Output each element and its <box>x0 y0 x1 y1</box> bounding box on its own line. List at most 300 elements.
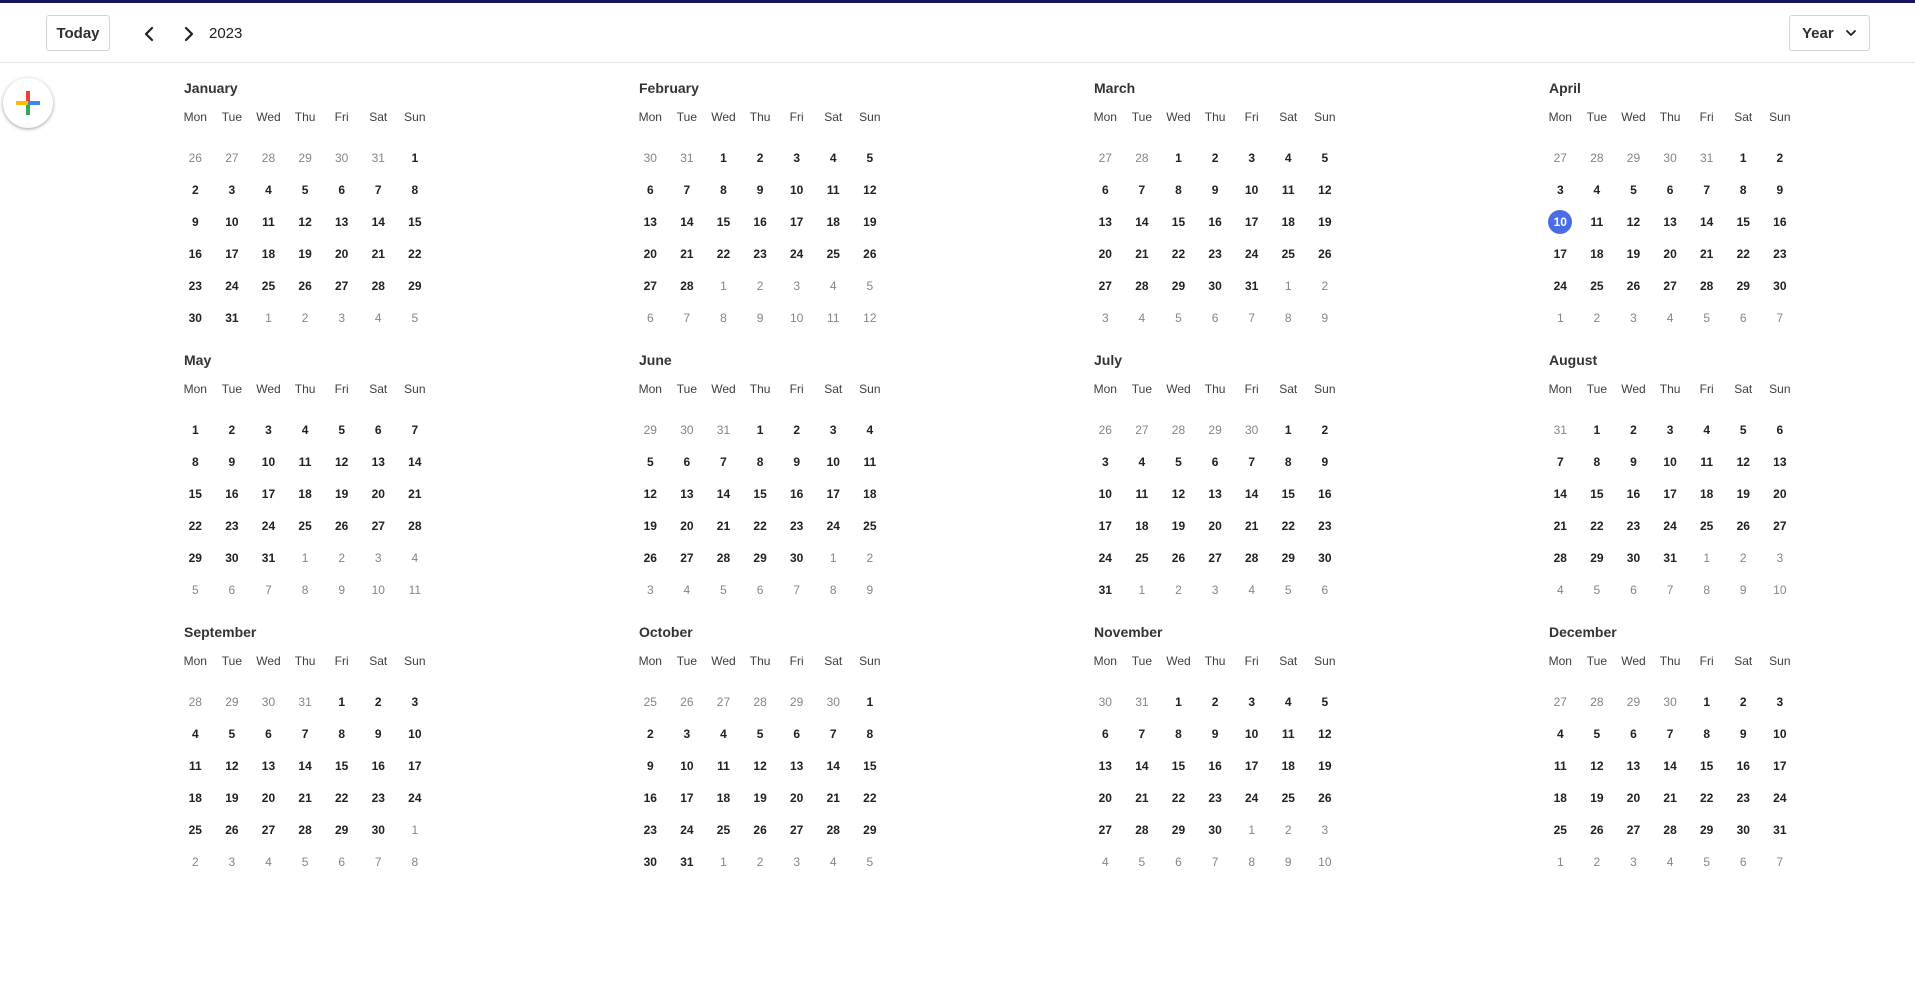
day-cell[interactable]: 26 <box>1171 551 1186 565</box>
day-cell[interactable]: 12 <box>1318 183 1332 197</box>
day-cell[interactable]: 9 <box>1776 183 1784 197</box>
day-cell[interactable]: 19 <box>863 215 877 229</box>
day-cell-outside[interactable]: 28 <box>188 695 202 709</box>
day-cell[interactable]: 27 <box>1773 519 1787 533</box>
day-cell-outside[interactable]: 7 <box>265 583 272 597</box>
day-cell[interactable]: 17 <box>261 487 276 501</box>
day-cell[interactable]: 18 <box>298 487 312 501</box>
day-cell[interactable]: 7 <box>1703 183 1711 197</box>
day-cell[interactable]: 25 <box>188 823 202 837</box>
day-cell-outside[interactable]: 5 <box>1138 855 1146 869</box>
day-cell[interactable]: 30 <box>1208 823 1222 837</box>
day-cell[interactable]: 8 <box>1703 727 1711 741</box>
day-cell-outside[interactable]: 10 <box>1773 583 1787 597</box>
day-cell-outside[interactable]: 8 <box>1248 855 1256 869</box>
day-cell-outside[interactable]: 8 <box>829 583 837 597</box>
day-cell[interactable]: 8 <box>411 183 419 197</box>
day-cell-outside[interactable]: 31 <box>1135 695 1149 709</box>
day-cell-outside[interactable]: 5 <box>301 855 309 869</box>
day-cell[interactable]: 23 <box>371 791 385 805</box>
day-cell[interactable]: 14 <box>1135 759 1149 773</box>
day-cell[interactable]: 14 <box>408 455 422 469</box>
day-cell[interactable]: 25 <box>1590 279 1604 293</box>
day-cell[interactable]: 8 <box>756 455 764 469</box>
day-cell[interactable]: 14 <box>826 759 840 773</box>
day-cell[interactable]: 9 <box>1211 727 1219 741</box>
day-cell[interactable]: 19 <box>1318 215 1332 229</box>
day-cell[interactable]: 4 <box>720 727 727 741</box>
day-cell[interactable]: 28 <box>1135 279 1149 293</box>
day-cell[interactable]: 15 <box>1699 759 1714 773</box>
day-cell[interactable]: 19 <box>225 791 239 805</box>
day-cell[interactable]: 31 <box>1773 823 1787 837</box>
day-cell[interactable]: 14 <box>1135 215 1149 229</box>
day-cell[interactable]: 21 <box>408 487 422 501</box>
day-cell[interactable]: 28 <box>371 279 385 293</box>
day-cell-outside[interactable]: 30 <box>826 695 840 709</box>
day-cell[interactable]: 18 <box>188 791 202 805</box>
day-cell[interactable]: 6 <box>1101 183 1109 197</box>
day-cell[interactable]: 22 <box>334 791 349 805</box>
day-cell-outside[interactable]: 6 <box>1175 855 1182 869</box>
day-cell[interactable]: 2 <box>1630 423 1637 437</box>
month-title[interactable]: July <box>1094 352 1123 368</box>
day-cell[interactable]: 25 <box>826 247 840 261</box>
day-cell-outside[interactable]: 8 <box>720 311 727 325</box>
day-cell[interactable]: 28 <box>1135 823 1149 837</box>
view-selector-dropdown[interactable] <box>1789 15 1870 51</box>
day-cell-outside[interactable]: 4 <box>829 279 837 293</box>
day-cell-outside[interactable]: 4 <box>1101 855 1109 869</box>
month-title[interactable]: March <box>1094 80 1136 96</box>
day-cell-outside[interactable]: 7 <box>1776 311 1784 325</box>
day-cell[interactable]: 17 <box>1098 519 1112 533</box>
day-cell[interactable]: 31 <box>1663 551 1677 565</box>
day-cell[interactable]: 22 <box>1736 247 1750 261</box>
day-cell[interactable]: 28 <box>680 279 694 293</box>
day-cell[interactable]: 20 <box>1773 487 1787 501</box>
day-cell[interactable]: 4 <box>1593 183 1601 197</box>
day-cell[interactable]: 1 <box>1175 695 1182 709</box>
today-button[interactable]: Today <box>46 15 110 51</box>
day-cell-outside[interactable]: 6 <box>756 583 764 597</box>
month-title[interactable]: December <box>1549 624 1617 640</box>
day-cell[interactable]: 8 <box>866 727 874 741</box>
day-cell[interactable]: 18 <box>1699 487 1714 501</box>
month-title[interactable]: January <box>184 80 238 96</box>
day-cell[interactable]: 14 <box>1553 487 1567 501</box>
day-cell-outside[interactable]: 6 <box>1321 583 1329 597</box>
day-cell-outside[interactable]: 8 <box>1284 311 1292 325</box>
day-cell[interactable]: 17 <box>1244 215 1259 229</box>
day-cell-outside[interactable]: 3 <box>1211 583 1219 597</box>
day-cell[interactable]: 3 <box>1101 455 1109 469</box>
day-cell-outside[interactable]: 4 <box>829 855 837 869</box>
day-cell-outside[interactable]: 5 <box>1284 583 1292 597</box>
day-cell-outside[interactable]: 28 <box>1590 151 1604 165</box>
day-cell[interactable]: 1 <box>338 695 346 709</box>
day-cell[interactable]: 1 <box>1593 423 1601 437</box>
day-cell[interactable]: 14 <box>298 759 312 773</box>
day-cell[interactable]: 3 <box>228 183 236 197</box>
day-cell[interactable]: 28 <box>408 519 422 533</box>
day-cell[interactable]: 2 <box>1739 695 1747 709</box>
day-cell[interactable]: 30 <box>1318 551 1332 565</box>
day-cell[interactable]: 14 <box>680 215 694 229</box>
day-cell-outside[interactable]: 2 <box>756 855 764 869</box>
day-cell[interactable]: 21 <box>298 791 312 805</box>
day-cell[interactable]: 19 <box>1590 791 1604 805</box>
day-cell-outside[interactable]: 4 <box>1248 583 1256 597</box>
day-cell[interactable]: 11 <box>717 759 730 773</box>
day-cell[interactable]: 1 <box>1284 423 1292 437</box>
day-cell[interactable]: 12 <box>863 183 877 197</box>
day-cell[interactable]: 6 <box>374 423 382 437</box>
day-cell[interactable]: 8 <box>191 455 199 469</box>
day-cell[interactable]: 16 <box>789 487 804 501</box>
day-cell-outside[interactable]: 31 <box>1699 151 1714 165</box>
day-cell[interactable]: 21 <box>1135 247 1149 261</box>
day-cell[interactable]: 7 <box>1556 455 1564 469</box>
day-cell[interactable]: 13 <box>371 455 385 469</box>
day-cell[interactable]: 5 <box>338 423 346 437</box>
day-cell[interactable]: 16 <box>1736 759 1750 773</box>
day-cell[interactable]: 8 <box>1593 455 1601 469</box>
day-cell-outside[interactable]: 9 <box>1321 311 1329 325</box>
day-cell[interactable]: 19 <box>1626 247 1641 261</box>
day-cell[interactable]: 7 <box>1138 727 1146 741</box>
day-cell[interactable]: 27 <box>1098 823 1112 837</box>
day-cell[interactable]: 11 <box>1553 759 1567 773</box>
day-cell[interactable]: 13 <box>1208 487 1222 501</box>
day-cell[interactable]: 24 <box>826 519 840 533</box>
day-cell[interactable]: 17 <box>680 791 694 805</box>
day-cell-outside[interactable]: 4 <box>1556 583 1564 597</box>
day-cell[interactable]: 28 <box>298 823 312 837</box>
day-cell[interactable]: 16 <box>1208 215 1222 229</box>
day-cell[interactable]: 4 <box>1138 455 1146 469</box>
day-cell[interactable]: 22 <box>716 247 731 261</box>
day-cell[interactable]: 8 <box>1175 183 1182 197</box>
day-cell[interactable]: 21 <box>1135 791 1149 805</box>
day-cell[interactable]: 28 <box>716 551 731 565</box>
day-cell[interactable]: 12 <box>643 487 657 501</box>
day-cell[interactable]: 2 <box>1776 151 1784 165</box>
day-cell[interactable]: 10 <box>408 727 422 741</box>
day-cell[interactable]: 12 <box>334 455 349 469</box>
day-cell[interactable]: 9 <box>646 759 654 773</box>
day-cell[interactable]: 2 <box>191 183 199 197</box>
day-cell-outside[interactable]: 9 <box>1284 855 1292 869</box>
day-cell[interactable]: 29 <box>408 279 422 293</box>
day-cell[interactable]: 14 <box>716 487 731 501</box>
day-cell-outside[interactable]: 10 <box>789 311 804 325</box>
day-cell[interactable]: 21 <box>1244 519 1259 533</box>
day-cell[interactable]: 15 <box>188 487 202 501</box>
day-cell[interactable]: 31 <box>1244 279 1259 293</box>
day-cell-outside[interactable]: 28 <box>261 151 276 165</box>
day-cell[interactable]: 8 <box>1284 455 1292 469</box>
day-cell[interactable]: 18 <box>826 215 840 229</box>
day-cell-outside[interactable]: 29 <box>789 695 804 709</box>
day-cell[interactable]: 2 <box>1211 695 1219 709</box>
day-cell[interactable]: 23 <box>643 823 657 837</box>
day-cell[interactable]: 20 <box>680 519 694 533</box>
day-cell[interactable]: 24 <box>680 823 694 837</box>
day-cell[interactable]: 9 <box>756 183 764 197</box>
day-cell-outside[interactable]: 27 <box>225 151 239 165</box>
day-cell[interactable]: 24 <box>1244 791 1259 805</box>
day-cell[interactable]: 13 <box>1663 215 1677 229</box>
day-cell[interactable]: 6 <box>1776 423 1784 437</box>
day-cell-outside[interactable]: 27 <box>1553 695 1567 709</box>
day-cell[interactable]: 5 <box>1593 727 1601 741</box>
day-cell[interactable]: 15 <box>1171 215 1186 229</box>
day-cell[interactable]: 28 <box>1244 551 1259 565</box>
day-cell[interactable]: 13 <box>643 215 657 229</box>
day-cell[interactable]: 27 <box>1208 551 1222 565</box>
day-cell[interactable]: 27 <box>371 519 385 533</box>
day-cell[interactable]: 10 <box>1663 455 1677 469</box>
day-cell[interactable]: 30 <box>789 551 804 565</box>
day-cell[interactable]: 22 <box>188 519 202 533</box>
day-cell[interactable]: 16 <box>371 759 385 773</box>
day-cell[interactable]: 27 <box>680 551 694 565</box>
day-cell[interactable]: 31 <box>225 311 239 325</box>
day-cell[interactable]: 17 <box>408 759 422 773</box>
day-cell[interactable]: 24 <box>225 279 239 293</box>
day-cell[interactable]: 20 <box>1208 519 1222 533</box>
day-cell-outside[interactable]: 30 <box>261 695 276 709</box>
day-cell[interactable]: 6 <box>1101 727 1109 741</box>
day-cell[interactable]: 16 <box>1208 759 1222 773</box>
day-cell[interactable]: 15 <box>408 215 422 229</box>
day-cell[interactable]: 13 <box>261 759 276 773</box>
day-cell[interactable]: 23 <box>1773 247 1787 261</box>
day-cell-outside[interactable]: 11 <box>408 583 422 597</box>
day-cell-outside[interactable]: 4 <box>683 583 691 597</box>
day-cell[interactable]: 9 <box>793 455 801 469</box>
day-cell[interactable]: 11 <box>1700 455 1714 469</box>
day-cell-outside[interactable]: 30 <box>643 151 657 165</box>
day-cell[interactable]: 29 <box>1281 551 1295 565</box>
day-cell[interactable]: 12 <box>1171 487 1186 501</box>
day-cell[interactable]: 13 <box>1098 759 1112 773</box>
day-cell[interactable]: 7 <box>1666 727 1674 741</box>
day-cell[interactable]: 8 <box>338 727 346 741</box>
day-cell-outside[interactable]: 26 <box>1098 423 1112 437</box>
day-cell-outside[interactable]: 6 <box>1739 855 1747 869</box>
day-cell[interactable]: 7 <box>683 183 691 197</box>
day-cell[interactable]: 11 <box>298 455 312 469</box>
day-cell[interactable]: 14 <box>1699 215 1714 229</box>
day-cell[interactable]: 14 <box>1244 487 1259 501</box>
day-cell-outside[interactable]: 3 <box>1630 855 1637 869</box>
day-cell[interactable]: 26 <box>334 519 349 533</box>
day-cell[interactable]: 3 <box>265 423 272 437</box>
day-cell[interactable]: 29 <box>188 551 202 565</box>
day-cell-outside[interactable]: 1 <box>720 279 727 293</box>
day-cell[interactable]: 10 <box>680 759 694 773</box>
day-cell[interactable]: 6 <box>793 727 801 741</box>
day-cell-outside[interactable]: 2 <box>1739 551 1747 565</box>
day-cell[interactable]: 4 <box>866 423 874 437</box>
day-cell[interactable]: 15 <box>1171 759 1186 773</box>
day-cell[interactable]: 24 <box>1663 519 1677 533</box>
day-cell[interactable]: 8 <box>1175 727 1182 741</box>
month-title[interactable]: June <box>639 352 672 368</box>
day-cell[interactable]: 29 <box>1171 823 1186 837</box>
day-cell[interactable]: 22 <box>1590 519 1604 533</box>
day-cell-outside[interactable]: 4 <box>1138 311 1146 325</box>
day-cell[interactable]: 20 <box>1098 791 1112 805</box>
day-cell-outside[interactable]: 2 <box>1175 583 1182 597</box>
day-cell[interactable]: 20 <box>1663 247 1677 261</box>
day-cell[interactable]: 19 <box>753 791 767 805</box>
day-cell-outside[interactable]: 7 <box>374 855 382 869</box>
previous-year-button[interactable] <box>138 21 160 47</box>
day-cell[interactable]: 23 <box>1208 247 1222 261</box>
day-cell[interactable]: 4 <box>1284 695 1292 709</box>
day-cell-outside[interactable]: 27 <box>1135 423 1149 437</box>
day-cell[interactable]: 10 <box>1773 727 1787 741</box>
day-cell-outside[interactable]: 30 <box>1663 151 1677 165</box>
day-cell-outside[interactable]: 5 <box>866 855 874 869</box>
day-cell[interactable]: 26 <box>643 551 657 565</box>
day-cell[interactable]: 27 <box>1098 279 1112 293</box>
day-cell-outside[interactable]: 6 <box>1739 311 1747 325</box>
day-cell[interactable]: 11 <box>863 455 877 469</box>
day-cell[interactable]: 19 <box>643 519 657 533</box>
day-cell-outside[interactable]: 30 <box>1663 695 1677 709</box>
day-cell[interactable]: 14 <box>1663 759 1677 773</box>
day-cell[interactable]: 17 <box>1663 487 1677 501</box>
day-cell[interactable]: 10 <box>261 455 276 469</box>
day-cell-outside[interactable]: 7 <box>1211 855 1219 869</box>
day-cell[interactable]: 12 <box>1318 727 1332 741</box>
day-cell[interactable]: 5 <box>1175 455 1182 469</box>
day-cell[interactable]: 10 <box>789 183 804 197</box>
day-cell[interactable]: 7 <box>720 455 727 469</box>
day-cell[interactable]: 21 <box>1553 519 1567 533</box>
day-cell[interactable]: 1 <box>720 151 727 165</box>
day-cell[interactable]: 23 <box>753 247 767 261</box>
day-cell[interactable]: 7 <box>1248 455 1256 469</box>
day-cell-outside[interactable]: 6 <box>1630 583 1637 597</box>
day-cell-outside[interactable]: 4 <box>1666 855 1674 869</box>
day-cell[interactable]: 22 <box>1699 791 1714 805</box>
day-cell-outside[interactable]: 2 <box>1593 855 1601 869</box>
day-cell[interactable]: 26 <box>1318 791 1332 805</box>
day-cell[interactable]: 16 <box>225 487 239 501</box>
day-cell[interactable]: 23 <box>188 279 202 293</box>
day-cell[interactable]: 12 <box>225 759 239 773</box>
day-cell[interactable]: 19 <box>334 487 349 501</box>
day-cell[interactable]: 11 <box>1590 215 1604 229</box>
day-cell-outside[interactable]: 3 <box>793 279 801 293</box>
day-cell-outside[interactable]: 6 <box>228 583 236 597</box>
day-cell-outside[interactable]: 1 <box>1556 855 1564 869</box>
day-cell-outside[interactable]: 9 <box>866 583 874 597</box>
day-cell[interactable]: 22 <box>1171 247 1186 261</box>
day-cell-outside[interactable]: 3 <box>1630 311 1637 325</box>
day-cell[interactable]: 6 <box>338 183 346 197</box>
day-cell[interactable]: 30 <box>225 551 239 565</box>
day-cell[interactable]: 16 <box>1773 215 1787 229</box>
day-cell-outside[interactable]: 31 <box>680 151 694 165</box>
create-event-button[interactable] <box>3 78 53 128</box>
day-cell-outside[interactable]: 4 <box>411 551 419 565</box>
day-cell-outside[interactable]: 10 <box>1318 855 1332 869</box>
day-cell[interactable]: 1 <box>756 423 764 437</box>
day-cell[interactable]: 5 <box>756 727 764 741</box>
day-cell[interactable]: 3 <box>1776 695 1784 709</box>
day-cell[interactable]: 18 <box>1590 247 1604 261</box>
day-cell[interactable]: 22 <box>753 519 767 533</box>
day-cell-outside[interactable]: 1 <box>265 311 272 325</box>
day-cell[interactable]: 29 <box>753 551 767 565</box>
day-cell-outside[interactable]: 4 <box>265 855 272 869</box>
day-cell[interactable]: 18 <box>1281 215 1295 229</box>
month-title[interactable]: August <box>1549 352 1598 368</box>
day-cell[interactable]: 9 <box>1211 183 1219 197</box>
day-cell[interactable]: 19 <box>1736 487 1750 501</box>
day-cell[interactable]: 22 <box>1171 791 1186 805</box>
day-cell[interactable]: 29 <box>334 823 349 837</box>
day-cell[interactable]: 30 <box>1736 823 1750 837</box>
day-cell[interactable]: 30 <box>1208 279 1222 293</box>
day-cell-outside[interactable]: 9 <box>1739 583 1747 597</box>
day-cell[interactable]: 3 <box>1556 183 1564 197</box>
day-cell[interactable]: 17 <box>1244 759 1259 773</box>
day-cell[interactable]: 28 <box>1663 823 1677 837</box>
day-cell[interactable]: 23 <box>225 519 239 533</box>
day-cell[interactable]: 2 <box>756 151 764 165</box>
day-cell-outside[interactable]: 31 <box>1553 423 1567 437</box>
day-cell[interactable]: 10 <box>1244 183 1259 197</box>
day-cell[interactable]: 17 <box>225 247 239 261</box>
day-cell-outside[interactable]: 3 <box>793 855 801 869</box>
day-cell-outside[interactable]: 9 <box>756 311 764 325</box>
day-cell[interactable]: 25 <box>1699 519 1714 533</box>
day-cell[interactable]: 29 <box>1171 279 1186 293</box>
day-cell-outside[interactable]: 3 <box>1776 551 1784 565</box>
day-cell-outside[interactable]: 8 <box>1703 583 1711 597</box>
day-cell[interactable]: 19 <box>1318 759 1332 773</box>
day-cell-outside[interactable]: 1 <box>1284 279 1292 293</box>
day-cell[interactable]: 5 <box>1630 183 1637 197</box>
day-cell-outside[interactable]: 29 <box>225 695 239 709</box>
day-cell-outside[interactable]: 7 <box>1776 855 1784 869</box>
day-cell[interactable]: 21 <box>371 247 385 261</box>
day-cell[interactable]: 3 <box>1248 151 1256 165</box>
day-cell[interactable]: 5 <box>866 151 874 165</box>
day-cell-outside[interactable]: 2 <box>338 551 346 565</box>
day-cell-outside[interactable]: 30 <box>1244 423 1259 437</box>
day-cell-outside[interactable]: 28 <box>1135 151 1149 165</box>
day-cell[interactable]: 16 <box>1626 487 1641 501</box>
day-cell[interactable]: 13 <box>789 759 804 773</box>
day-cell[interactable]: 5 <box>1739 423 1747 437</box>
day-cell[interactable]: 16 <box>643 791 657 805</box>
day-cell[interactable]: 19 <box>298 247 312 261</box>
day-cell[interactable]: 6 <box>265 727 272 741</box>
day-cell[interactable]: 31 <box>261 551 276 565</box>
day-cell[interactable]: 9 <box>191 215 199 229</box>
day-cell[interactable]: 4 <box>301 423 309 437</box>
day-cell-outside[interactable]: 28 <box>1171 423 1186 437</box>
day-cell-outside[interactable]: 26 <box>188 151 202 165</box>
